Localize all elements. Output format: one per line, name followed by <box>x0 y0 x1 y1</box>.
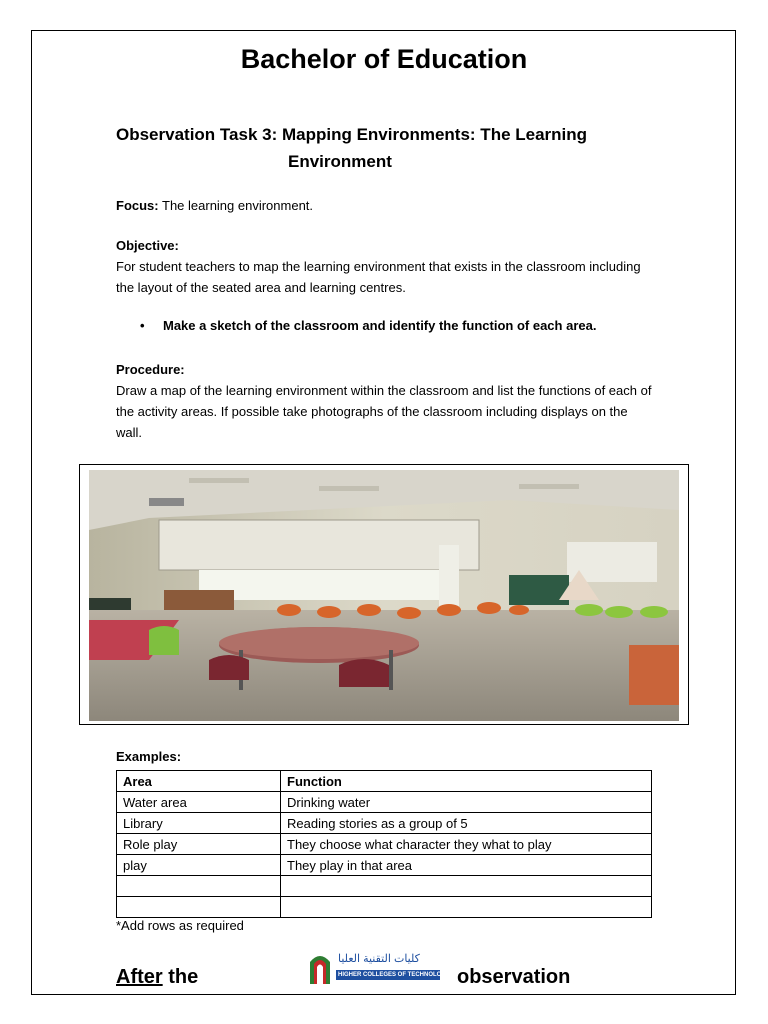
table-row <box>117 834 652 855</box>
examples-label: Examples: <box>116 749 182 764</box>
table-cell: Water area <box>117 792 281 813</box>
table-cell <box>117 897 281 918</box>
objective-label: Objective: <box>116 238 179 253</box>
table-header-cell: Function <box>281 771 652 792</box>
focus-paragraph <box>116 195 656 216</box>
table-cell: Reading stories as a group of 5 <box>281 813 652 834</box>
classroom-photo-frame <box>79 464 689 725</box>
after-heading <box>116 966 198 989</box>
bullet-icon: • <box>140 318 145 333</box>
task-title-line1: Observation Task 3: Mapping Environments: The Learning <box>116 125 588 144</box>
objective-paragraph <box>116 235 656 298</box>
focus-label: Focus: <box>116 198 159 213</box>
table-cell: They play in that area <box>281 855 652 876</box>
focus-text: The learning environment. <box>158 198 314 213</box>
table-header-cell: Area <box>117 771 281 792</box>
the-word: the <box>162 966 199 988</box>
task-title-line2: Environment <box>288 152 392 171</box>
classroom-photo <box>89 470 679 721</box>
table-row <box>117 876 652 897</box>
add-rows-note: *Add rows as required <box>116 918 244 933</box>
examples-table <box>116 770 652 918</box>
table-row <box>117 897 652 918</box>
table-cell: play <box>117 855 281 876</box>
document-title: Bachelor of Education <box>240 44 528 74</box>
table-row <box>117 792 652 813</box>
table-row <box>117 813 652 834</box>
table-cell <box>281 876 652 897</box>
procedure-label: Procedure: <box>116 362 185 377</box>
hct-logo <box>306 950 451 986</box>
observation-word: observation <box>457 966 571 988</box>
table-cell: Drinking water <box>281 792 652 813</box>
table-row <box>117 855 652 876</box>
table-cell: Role play <box>117 834 281 855</box>
table-cell: Library <box>117 813 281 834</box>
objective-text: For student teachers to map the learning environment that exists in the classroom including the layout of the seated area and learning centres. <box>116 259 641 295</box>
table-header-row <box>117 771 652 792</box>
table-cell <box>281 897 652 918</box>
procedure-paragraph <box>116 359 656 443</box>
logo-arabic-text: كليات التقنية العليا <box>338 953 420 965</box>
task-title <box>116 121 636 175</box>
table-cell: They choose what character they what to play <box>281 834 652 855</box>
table-cell <box>117 876 281 897</box>
procedure-text: Draw a map of the learning environment within the classroom and list the functions of each of the activity areas. If possible take photographs of the classroom including displays on the wall. <box>116 383 652 440</box>
after-word: After <box>116 966 163 988</box>
logo-english-text: HIGHER COLLEGES OF TECHNOLOGY <box>338 972 451 978</box>
bullet-text: Make a sketch of the classroom and identify the function of each area. <box>163 318 597 333</box>
